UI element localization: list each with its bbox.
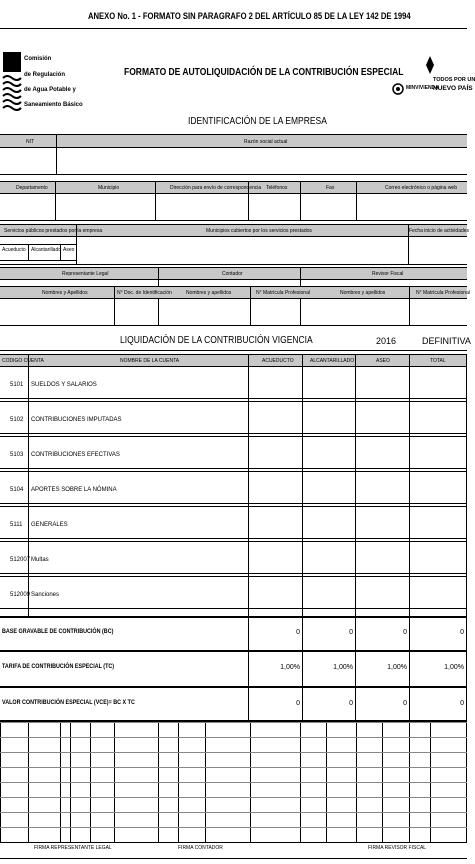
municipio-label: Municipio <box>98 185 120 191</box>
valor-aseo: 0 <box>403 700 407 707</box>
row-name: CONTRIBUCIONES EFECTIVAS <box>31 452 120 458</box>
identificacion-title: IDENTIFICACIÓN DE LA EMPRESA <box>188 116 327 127</box>
direccion-label: Dirección para envío de correspondencia <box>170 185 262 191</box>
tarifa-alcantarillado: 1,00% <box>333 664 353 671</box>
firma-representante: FIRMA REPRESENTANTE LEGAL <box>34 845 112 851</box>
row-name: GENERALES <box>31 522 68 528</box>
cra-logo-text-3: de Agua Potable y <box>24 87 76 93</box>
matricula-label: N° Matrícula Profesional <box>256 290 310 296</box>
telefonos-label: Teléfonos <box>266 185 288 191</box>
signature-grid <box>0 722 467 842</box>
base-acueducto: 0 <box>296 629 300 636</box>
base-aseo: 0 <box>403 629 407 636</box>
col-acueducto: ACUEDUCTO <box>262 358 294 364</box>
fecha-label: Fecha inicio de actividades <box>409 228 470 234</box>
tarifa-aseo: 1,00% <box>387 664 407 671</box>
gobierno-logo-icon <box>426 56 434 79</box>
firma-revisor: FIRMA REVISOR FISCAL <box>368 845 427 851</box>
nombres2-label: Nombres y apellidos <box>186 290 232 296</box>
cra-logo-text-1: Comisión <box>24 56 52 62</box>
annex-title: ANEXO No. 1 - FORMATO SIN PARAGRAFO 2 DEL ARTÍCULO 85 DE LA LEY 142 DE 1994 <box>88 11 411 21</box>
row-name: CONTRIBUCIONES IMPUTADAS <box>31 417 122 423</box>
razon-social-label: Razón social actual <box>244 139 288 145</box>
row-code: 512009 <box>10 592 31 598</box>
gobierno-logo-line1: TODOS POR UN <box>433 77 475 83</box>
col-aseo: ASEO <box>376 358 390 364</box>
row-name: Sanciones <box>31 592 60 598</box>
col-codigo: CODIGO CUENTA <box>2 358 44 364</box>
minvivienda-logo-text: MINVIVIENDA <box>406 85 439 91</box>
row-code: 5102 <box>10 417 24 423</box>
gobierno-logo-line2: NUEVO PAÍS <box>433 85 473 92</box>
col-total: TOTAL <box>430 358 446 364</box>
row-code: 5111 <box>10 522 23 528</box>
row-code: 5104 <box>10 487 24 493</box>
row-code: 5103 <box>10 452 24 458</box>
nit-input[interactable] <box>1 148 55 173</box>
contador-label: Contador <box>222 271 243 277</box>
cra-logo <box>3 52 21 118</box>
valor-total: 0 <box>460 700 464 707</box>
servicios-label: Servicios públicos prestados por la empresa <box>4 228 103 234</box>
acueducto-option[interactable]: Acueducto <box>2 247 26 253</box>
cra-logo-text-4: Saneamiento Básico <box>24 102 83 108</box>
nit-label: NIT <box>26 139 35 145</box>
nombres3-label: Nombres y apellidos <box>340 290 386 296</box>
base-alcantarillado: 0 <box>349 629 353 636</box>
liquidacion-title: LIQUIDACIÓN DE LA CONTRIBUCIÓN VIGENCIA <box>120 335 313 346</box>
matricula2-label: N° Matrícula Profesional <box>416 290 470 296</box>
liquidacion-year: 2016 <box>376 336 397 346</box>
row-name: APORTES SOBRE LA NÓMINA <box>31 487 117 493</box>
revisor-label: Revisor Fiscal <box>372 271 404 277</box>
valor-label: VALOR CONTRIBUCIÓN ESPECIAL (VCE)= BC X TC <box>2 700 135 706</box>
alcantarillado-option[interactable]: Alcantarillado <box>31 247 62 253</box>
row-code: 512007 <box>10 557 31 563</box>
fax-label: Fax <box>326 185 335 191</box>
nombres-label: Nombres y Apellidos <box>42 290 88 296</box>
base-total: 0 <box>460 629 464 636</box>
row-name: Multas <box>31 557 49 563</box>
municipios-label: Municipios cubiertos por los servicios prestados <box>206 228 312 234</box>
base-label: BASE GRAVABLE DE CONTRIBUCIÓN (BC) <box>2 629 114 635</box>
tarifa-label: TARIFA DE CONTRIBUCIÓN ESPECIAL (TC) <box>2 664 115 670</box>
row-name: SUELDOS Y SALARIOS <box>31 382 97 388</box>
tarifa-acueducto: 1,00% <box>280 664 300 671</box>
valor-alcantarillado: 0 <box>349 700 353 707</box>
doc-label: N° Doc. de Identificación <box>117 290 172 296</box>
col-alcantarillado: ALCANTARILLADO <box>310 358 355 364</box>
form-title: FORMATO DE AUTOLIQUIDACIÓN DE LA CONTRIBUCIÓN ESPECIAL <box>124 67 404 78</box>
correo-label: Correo electrónico o página web <box>385 185 457 191</box>
col-nombre: NOMBRE DE LA CUENTA <box>120 358 180 364</box>
aseo-option[interactable]: Aseo <box>63 247 75 253</box>
valor-acueducto: 0 <box>296 700 300 707</box>
representante-label: Representante Legal <box>62 271 109 277</box>
razon-social-input[interactable] <box>57 148 466 173</box>
minvivienda-logo-icon <box>392 82 404 100</box>
departamento-label: Departamento <box>16 185 48 191</box>
row-code: 5101 <box>10 382 24 388</box>
firma-contador: FIRMA CONTADOR <box>178 845 223 851</box>
tarifa-total: 1,00% <box>444 664 464 671</box>
cra-logo-text-2: de Regulación <box>24 72 66 78</box>
liquidacion-status: DEFINITIVA <box>422 336 471 346</box>
